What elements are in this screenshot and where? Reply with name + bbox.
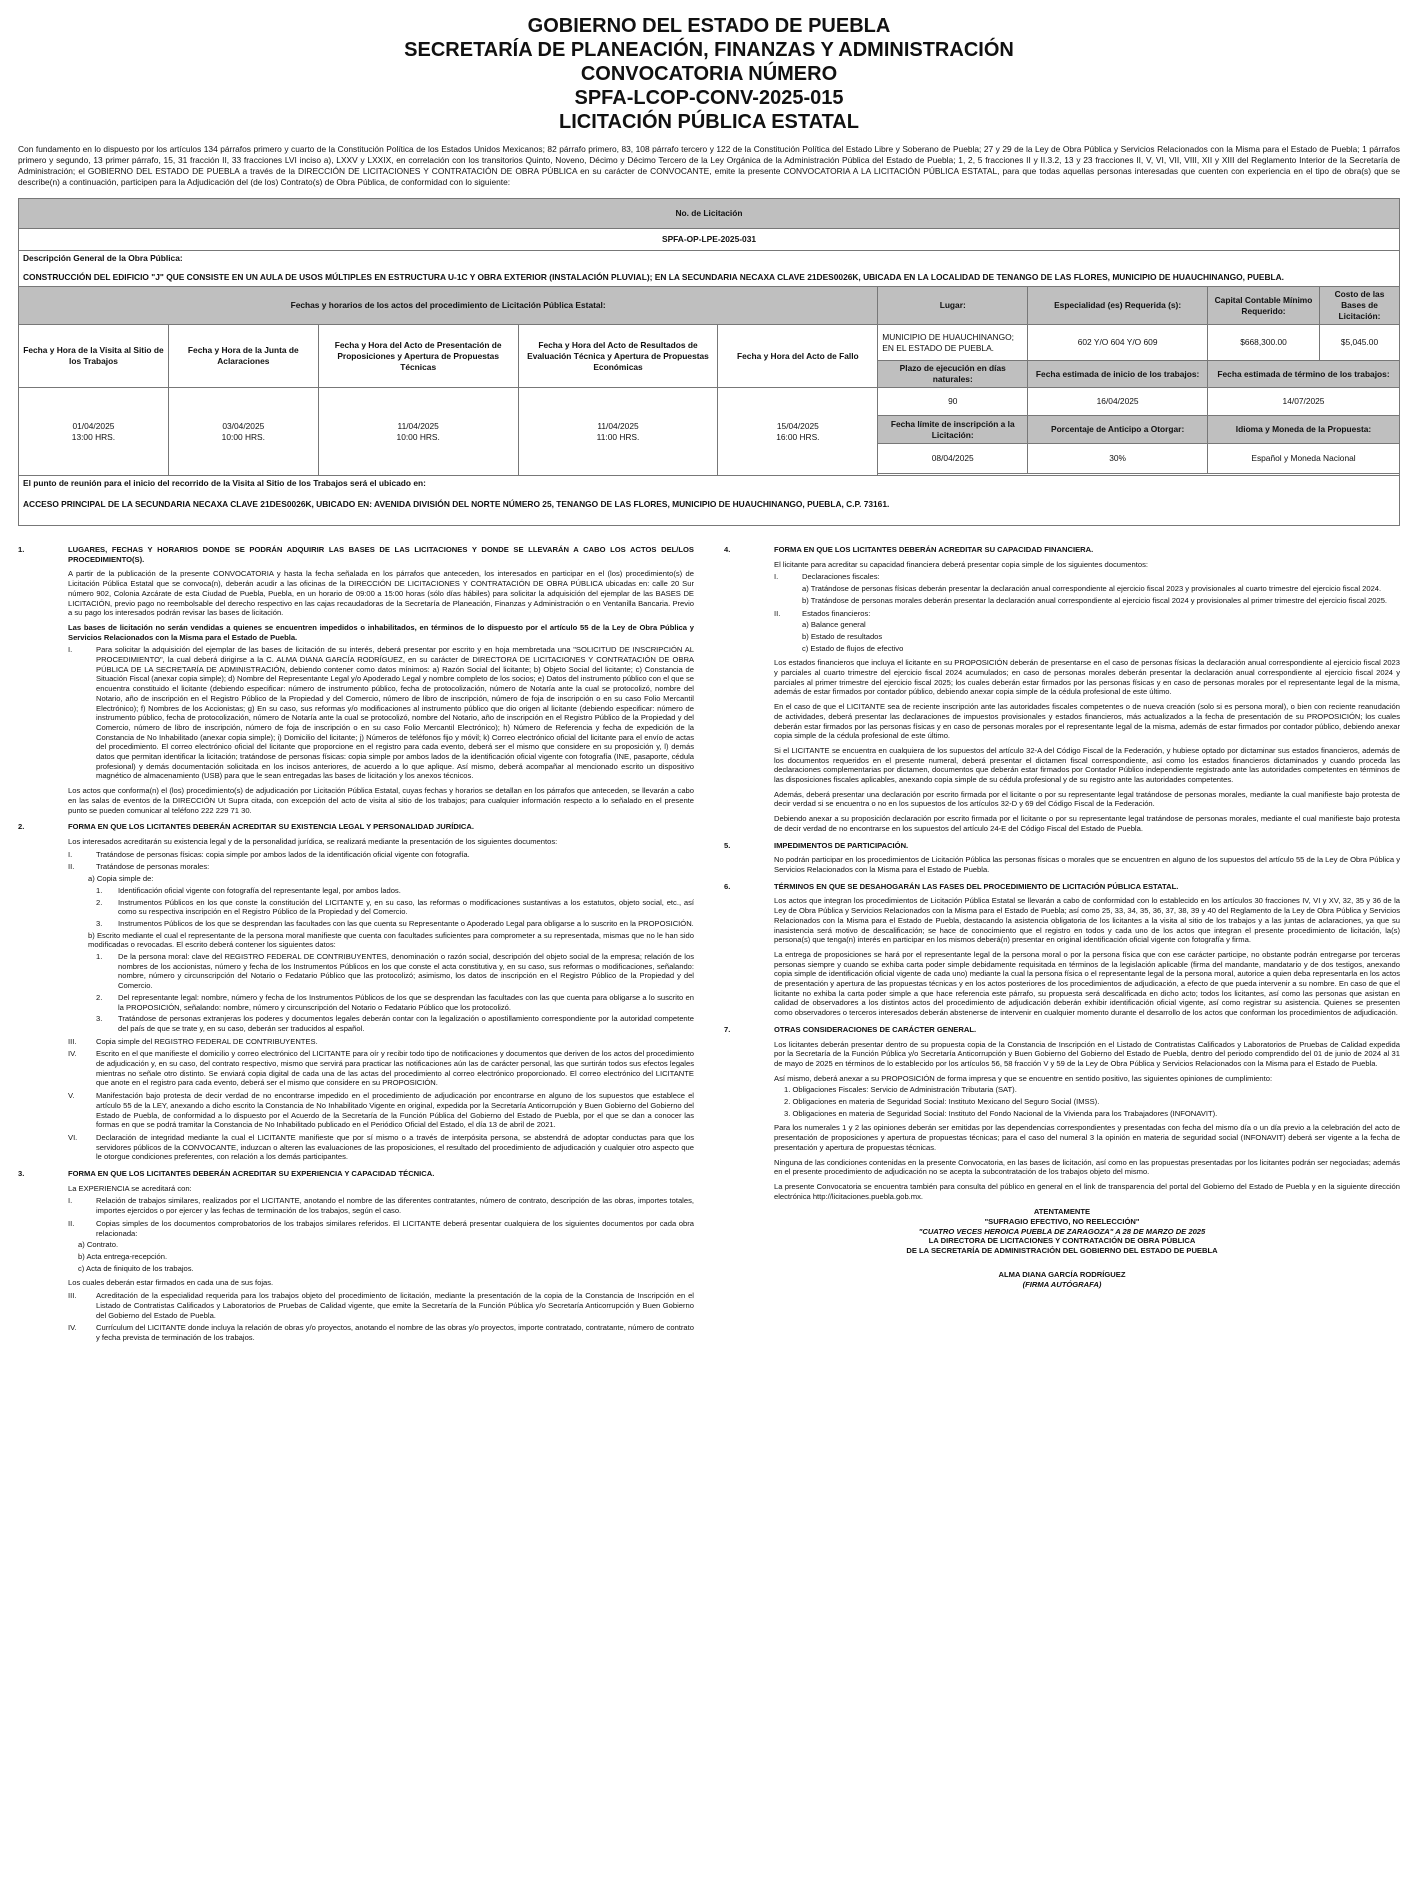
section-2-subitem: 2. Del representante legal: nombre, número y fecha de los Instrumentos Públicos de los que se desprendan las facultades con las que cuenta para obligarse a lo suscrito en la PROPOSICIÓN, señalando: nombre, número y circunscripción del Notario o Fedatario Público que los protocolizó.	[96, 992, 694, 1012]
right-column	[724, 538, 1400, 1343]
section-2-subitem: a) Copia simple de:	[88, 874, 154, 884]
section-4-paragraph: Debiendo anexar a su proposición declaración por escrito firmada por el licitante o por su representante legal tratándose de personas morales, mediante el cual manifieste bajo protesta de decir verdad de no encontrarse en los supuestos del artículo 24-E del Código Fiscal del Estado de Puebla.	[774, 814, 1400, 833]
capital-value: $668,300.00	[1208, 325, 1320, 361]
section-7-paragraph: Los licitantes deberán presentar dentro de su propuesta copia de la Constancia de Inscripción en el Listado de Contratistas Calificados y Laboratorios de Pruebas de Calidad expedida por la Secretaría de la Función Pública y/o Secretaría Anticorrupción y Buen Gobierno del Gobierno del Estado de Puebla, dentro del periodo comprendido del 01 de junio de 2024 al 31 de mayo de 2025 en términos de lo establecido por los artículos 56, 58 fracción V y 59 de la Ley de Obra Pública y Servicios Relacionados con la Misma para el Estado de Puebla.	[774, 1039, 1400, 1068]
header-secretariat: SECRETARÍA DE PLANEACIÓN, FINANZAS Y ADMINISTRACIÓN	[404, 39, 1014, 61]
licitacion-table	[18, 198, 1400, 526]
anticipo-value: 30%	[1028, 444, 1208, 474]
section-3-title: 3. FORMA EN QUE LOS LICITANTES DEBERÁN ACREDITAR SU EXPERIENCIA Y CAPACIDAD TÉCNICA.	[18, 1169, 435, 1179]
section-4-paragraph: Si el LICITANTE se encuentra en cualquiera de los supuestos del artículo 32-A del Código Fiscal de la Federación, y hubiese optado por dictaminar sus estados financieros, además de los documentos requeridos en el presente numeral, deberá presentar el dictamen fiscal correspondiente, así como los estados financieros dictaminados y cuando proceda las declaraciones complementarias por dictamen, documentos que deberán estar firmados por Contador Público independiente registrado ante las autoridades competentes en términos de las disposiciones fiscales aplicables, anexando copia simple de su cédula profesional y de su registro ante las autoridades competentes.	[774, 745, 1400, 785]
section-4-paragraph: Además, deberá presentar una declaración por escrito firmada por el licitante o por su representante legal tratándose de personas morales, mediante la cual manifieste bajo protesta de decir verdad si se encuentra o no en los supuestos de los artículos 32-D y 69 del Código Fiscal de la Federación.	[774, 789, 1400, 809]
header-convocatoria: CONVOCATORIA NÚMERO	[580, 63, 838, 85]
visita-value: 01/04/2025 13:00 HRS.	[19, 388, 169, 476]
signature-place-date: "CUATRO VECES HEROICA PUEBLA DE ZARAGOZA" A 28 DE MARZO DE 2025	[918, 1226, 1206, 1236]
descripcion-obra	[19, 251, 1400, 287]
section-4-subitem: c) Estado de flujos de efectivo	[802, 643, 904, 653]
section-6-paragraph: La entrega de proposiciones se hará por el representante legal de la persona moral o por la persona física que con ese carácter participe, no obstante podrán entregarse por terceras personas siempre y cuando se exhiba carta poder simple debidamente requisitada en términos de la legislación aplicable (firma del mandante, mandatario y de dos testigos, anexando copia simple de identificación oficial vigente de cada uno) mediante la cual la persona física o el representante legal de la persona moral, autorice a quien deba representarla en los actos de presentación y apertura de las propuestas técnicas y en los actos posteriores de los procedimientos de adjudicación, a efecto de que pueda intervenir a su nombre. En caso de que el licitante no exhiba la carta poder simple a que hace referencia este párrafo, su propuesta será descalificada en dicho acto; todos los licitantes, así como las personas que asistan en calidad de observadores a los distintos actos del procedimiento de adjudicación deberán exhibir identificación oficial vigente, así como registrar su asistencia. Quienes se presenten como observadores o terceros interesados deberán abstenerse de intervenir en cualquier momento durante el desarrollo de los actos que conforman los procedimientos de adjudicación.	[774, 949, 1400, 1018]
section-4-subitem: a) Tratándose de personas físicas deberán presentar la declaración anual correspondiente al ejercicio fiscal 2023 y provisionales al cuarto trimestre del ejercicio fiscal 2024.	[802, 584, 1382, 594]
punto-reunion	[19, 476, 1400, 526]
signature-note: (FIRMA AUTÓGRAFA)	[1022, 1279, 1102, 1289]
section-2-subitem: 3. Instrumentos Públicos de los que se desprendan las facultades con las que cuenta su Representante o Apoderado Legal para obligarse a lo suscrito en la PROPOSICIÓN.	[96, 918, 694, 928]
signature-block	[724, 1207, 1400, 1289]
section-7-paragraph: La presente Convocatoria se encuentra también para consulta del público en general en el link de transparencia del portal del Gobierno del Estado de Puebla y en la siguiente dirección electrónica http://licitaciones.puebla.gob.mx.	[774, 1181, 1400, 1201]
section-2-subitem: 3. Tratándose de personas extranjeras los poderes y documentos legales deberán contar con la legalización o apostillamiento correspondiente por la autoridad competente del país de que se trate y, en su caso, deberán ser traducidos al español.	[96, 1014, 694, 1033]
section-1-paragraph: A partir de la publicación de la presente CONVOCATORIA y hasta la fecha señalada en los párrafos que anteceden, los interesados en participar en el (los) procedimiento(s) de Licitación Pública Estatal que se convoca(n), deberán acudir a las oficinas de la DIRECCIÓN DE LICITACIONES Y CONTRATACIÓN DE OBRA PÚBLICA ubicadas en: calle 20 Sur número 902, Colonia Azcárate de esta Ciudad de Puebla, Puebla, en un horario de 09:00 a 15:00 horas (sólo días hábiles) para solicitar la adquisición del ejemplar de las BASES DE LICITACIÓN, previo pago no reembolsable del derecho respectivo en las cajas recaudadoras de la Secretaría de Planeación, Finanzas y Administración o en Ventanilla Bancaria. Previo a su pago los interesados podrán revisar las bases de licitación.	[68, 569, 694, 618]
section-3-item: IV. Currículum del LICITANTE donde incluya la relación de obras y/o proyectos, anotando el nombre de las obras y/o proyectos, importe contratado, contratante, número de contrato y fecha prevista de terminación de los trabajos.	[68, 1323, 694, 1342]
section-6-title: 6. TÉRMINOS EN QUE SE DESAHOGARÁN LAS FASES DEL PROCEDIMIENTO DE LICITACIÓN PÚBLICA ESTATAL.	[724, 881, 1179, 891]
junta-value: 03/04/2025 10:00 HRS.	[168, 388, 318, 476]
idioma-value: Español y Moneda Nacional	[1208, 444, 1400, 474]
limite-label: Fecha límite de inscripción a la Licitación:	[878, 416, 1028, 444]
section-2-paragraph: Los interesados acreditarán su existencia legal y de la personalidad jurídica, se realizará mediante la presentación de los siguientes documentos:	[68, 836, 558, 846]
section-1-paragraph: Los actos que conforma(n) el (los) procedimiento(s) de adjudicación por Licitación Pública Estatal, cuyas fechas y horarios se detallan en los párrafos que anteceden, se llevarán a cabo en las salas de eventos de la DIRECCIÓN Ut Supra citada, con excepción del acto de visita al sitio de los trabajos; para cualquier información respecto a lo señalado en el presente punto se pueden comunicar al teléfono 222 229 71 30.	[68, 786, 694, 815]
section-2-title: 2. FORMA EN QUE LOS LICITANTES DEBERÁN ACREDITAR SU EXISTENCIA LEGAL Y PERSONALIDAD JURÍDICA.	[18, 822, 475, 832]
section-6-paragraph: Los actos que integran los procedimientos de Licitación Pública Estatal se llevarán a cabo de conformidad con lo establecido en los artículos 30 fracciones IV, VI y XV, 32, 35 y 36 de la Ley de Obra Pública y Servicios Relacionados con la Misma para el Estado de Puebla; así como 25, 33, 34, 35, 36, 37, 38, 39 y 40 del Reglamento de la Ley de Obra Pública y Servicios Relacionados con la Misma para el Estado de Puebla, destacando la asistencia obligatoria de los licitantes a la visita al sitio de los trabajos y a las juntas de aclaraciones, ya que su inasistencia será motivo de descalificación; se hace de conocimiento que el registro en todos y cada uno de los actos que integran el presente procedimiento de licitación, la(s) persona(s) que tenga(n) interés en participar en los mismos deberá(n) presentar en original identificación oficial vigente con fotografía y firma.	[774, 896, 1400, 945]
no-licitacion-label: No. de Licitación	[19, 199, 1400, 229]
signature-title: LA DIRECTORA DE LICITACIONES Y CONTRATACIÓN DE OBRA PÚBLICA	[928, 1236, 1196, 1246]
termino-value: 14/07/2025	[1208, 388, 1400, 416]
signature-name: ALMA DIANA GARCÍA RODRÍGUEZ	[998, 1269, 1126, 1279]
section-5-paragraph: No podrán participar en los procedimientos de Licitación Pública las personas físicas o morales que se encuentren en alguno de los supuestos del artículo 55 de la Ley de Obra Pública y Servicios Relacionados con la Misma para el Estado de Puebla.	[774, 855, 1400, 874]
fechas-label: Fechas y horarios de los actos del procedimiento de Licitación Pública Estatal:	[19, 287, 878, 325]
section-4-subitem: b) Tratándose de personas morales deberán presentar la declaración anual correspondiente al ejercicio fiscal 2024 y provisionales al primer trimestre del ejercicio fiscal 2025.	[802, 595, 1388, 605]
plazo-label: Plazo de ejecución en días naturales:	[878, 361, 1028, 388]
section-4-paragraph: El licitante para acreditar su capacidad financiera deberá presentar copia simple de los siguientes documentos:	[774, 559, 1148, 569]
section-1-title: 1. LUGARES, FECHAS Y HORARIOS DONDE SE PODRÁN ADQUIRIR LAS BASES DE LAS LICITACIONES Y DONDE SE LLEVARÁN A CABO LOS ACTOS DEL/LOS PROCEDIMIENTO(S).	[18, 545, 694, 564]
no-licitacion-value: SPFA-OP-LPE-2025-031	[19, 229, 1400, 251]
section-3-item: III. Acreditación de la especialidad requerida para los trabajos objeto del procedimiento de licitación, mediante la presentación de la copia de la Constancia de Inscripción en el Listado de Contratistas Calificados y Laboratorios de Pruebas de Calidad vigente, que emite la Secretaría de la Función Pública y/o Secretaría Anticorrupción y Buen Gobierno del Gobierno del Estado de Puebla.	[68, 1291, 694, 1320]
plazo-value: 90	[878, 388, 1028, 416]
presentacion-header: Fecha y Hora del Acto de Presentación de Proposiciones y Apertura de Propuestas Técnicas	[318, 325, 518, 388]
lugar-value: MUNICIPIO DE HUAUCHINANGO; EN EL ESTADO DE PUEBLA.	[878, 325, 1028, 361]
section-7-paragraph: Ninguna de las condiciones contenidas en la presente Convocatoria, en las bases de licitación, así como en las propuestas presentadas por los licitantes podrán ser negociadas; además en el presente procedimiento de adjudicación no se acepta la subcontratación de los trabajos objeto del mismo.	[774, 1157, 1400, 1177]
section-4-paragraph: Los estados financieros que incluya el licitante en su PROPOSICIÓN deberán de presentarse en el caso de personas físicas la declaración anual correspondiente al ejercicio fiscal 2023 y parciales al cuarto trimestre del ejercicio fiscal 2024 acumulados; en caso de personas morales deberán presentar la declaración anual correspondiente al ejercicio fiscal 2024 y parciales al primer trimestre del ejercicio fiscal 2025; los cuales deberán estar firmados por las personas físicas y en caso de personas morales por el representante legal de la misma, además de estar firmados por contador público, debiendo anexar copia simple de la cédula profesional de este último.	[774, 658, 1400, 697]
resultados-value: 11/04/2025 11:00 HRS.	[518, 388, 718, 476]
limite-value: 08/04/2025	[878, 444, 1028, 474]
inicio-value: 16/04/2025	[1028, 388, 1208, 416]
section-3-item: I. Relación de trabajos similares, realizados por el LICITANTE, anotando el nombre de las diferentes contratantes, número de contrato, descripción de las obras, importes totales, importes ejercidos o por ejercer y las fechas de terminación de los trabajos, según el caso.	[68, 1196, 694, 1216]
reunion-value: ACCESO PRINCIPAL DE LA SECUNDARIA NECAXA CLAVE 21DES0026K, UBICADO EN: AVENIDA DIVISIÓN DEL NORTE NÚMERO 25, TENANGO DE LAS FLORES, MUNICIPIO DE HUAUCHINANGO, PUEBLA, C.P. 73161.	[23, 499, 890, 509]
left-column	[18, 538, 694, 1343]
section-7-list-item: 3. Obligaciones en materia de Seguridad Social: Instituto del Fondo Nacional de la Vivienda para los Trabajadores (INFONAVIT).	[784, 1108, 1218, 1118]
section-7-list-item: 1. Obligaciones Fiscales: Servicio de Administración Tributaria (SAT).	[784, 1085, 1017, 1095]
lugar-label: Lugar:	[878, 287, 1028, 325]
section-7-list-item: 2. Obligaciones en materia de Seguridad Social: Instituto Mexicano del Seguro Social (IMSS).	[784, 1097, 1100, 1107]
header-government: GOBIERNO DEL ESTADO DE PUEBLA	[527, 15, 891, 37]
resultados-header: Fecha y Hora del Acto de Resultados de Evaluación Técnica y Apertura de Propuestas Económicas	[518, 325, 718, 388]
fallo-value: 15/04/2025 16:00 HRS.	[718, 388, 878, 476]
section-1-item: I. Para solicitar la adquisición del ejemplar de las bases de licitación de su interés, deberá presentar por escrito y en hoja membretada una "SOLICITUD DE INSCRIPCIÓN AL PROCEDIMIENTO", la cual deberá dirigirse a la C. ALMA DIANA GARCÍA RODRÍGUEZ, en su carácter de DIRECTORA DE LICITACIONES Y CONTRATACIÓN DE OBRA PÚBLICA DE LA SECRETARÍA DE ADMINISTRACIÓN, debiendo contener como datos mínimos: a) Razón Social del licitante; b) Objeto Social del licitante; c) Constancia de Situación Fiscal (anexar copia simple); d) Nombre del Representante Legal y/o Apoderado Legal y nombre completo de los socios; e) Datos del instrumento público con el que se encuentra constituido el licitante (debiendo especificar: número de instrumento público, fecha de protocolización, número de Notaría ante la cual se protocolizó, nombre del Notario, año de inscripción en el Registro Público de la Propiedad y del Comercio, número de libro de inscripción, número de foja de inscripción o en su caso Folio Mercantil Electrónico); f) Nombres de los Accionistas; g) En su caso, sus reformas y/o modificaciones al instrumento público que dio origen al licitante (debiendo especificar: número de instrumento público, fecha de protocolización, número de Notaría ante la cual se protocolizó, nombre del Notario, año de inscripción en el Registro Público de la Propiedad y del Comercio, número de libro de inscripción, número de foja de inscripción o en su caso Folio Mercantil Electrónico); h) Número de Referencia y fecha de expedición de la Constancia de No Inhabilitado (anexar copia simple); i) Domicilio del licitante; j) Números de teléfonos fijo y móvil; k) Correo electrónico oficial del licitante para el envío de actas del procedimiento. El correo electrónico oficial del licitante que proporcione en el registro para cada evento, deberá ser el mismo que considere en su proposición y, l) demás datos que permitan identificar la licitación; tratándose de personas físicas: copia simple por ambos lados de la identificación oficial vigente con fotografía (INE, pasaporte, cédula profesional) y demás documentación solicitada en los incisos anteriores, de acuerdo a lo que aplique. Así mismo, deberá acompañar al mencionado escrito un dispositivo magnético de almacenamiento (USB) para que le sean entregadas las bases de licitación y los anexos técnicos.	[68, 645, 694, 781]
costo-label: Costo de las Bases de Licitación:	[1319, 287, 1399, 325]
visita-header: Fecha y Hora de la Visita al Sitio de los Trabajos	[19, 325, 169, 388]
especialidad-label: Especialidad (es) Requerida (s):	[1028, 287, 1208, 325]
section-2-item: V. Manifestación bajo protesta de decir verdad de no encontrarse impedido en el procedimiento de adjudicación por encontrarse en alguno de los supuestos que establece el artículo 55 de la LEY, anexando a dicho escrito la Constancia de No Inhabilitado Vigente en original, expedida por la Secretaría Anticorrupción y Buen Gobierno del Gobierno del Estado de Puebla, de conformidad a lo dispuesto por el Acuerdo de la Secretaría de la Función Pública del Gobierno del Estado de Puebla, por el que se dan a conocer las formas en que se podrá tramitar la Constancia de No Inhabilitado publicado en el Periódico Oficial del Estado, el día 13 de abril de 2021.	[68, 1091, 694, 1130]
section-4-paragraph: En el caso de que el LICITANTE sea de reciente inscripción ante las autoridades fiscales competentes o de nueva creación (solo si es persona moral), o bien con reciente reanudación de actividades, deberá presentar las declaraciones de impuestos provisionales y estados financieros, más actualizados a la fecha de presentación de su PROPOSICIÓN; los cuales deberán estar firmados por las personas físicas y en caso de personas morales por el representante legal de la misma, además de estar firmados por contador público, debiendo anexar copia simple de la cédula profesional de este último.	[774, 702, 1400, 741]
reunion-label: El punto de reunión para el inicio del recorrido de la Visita al Sitio de los Trabajos será el ubicado en:	[23, 478, 426, 488]
section-2-item: II. Tratándose de personas morales:	[68, 862, 210, 872]
especialidad-value: 602 Y/O 604 Y/O 609	[1028, 325, 1208, 361]
section-2-subitem: 1. Identificación oficial vigente con fotografía del representante legal, por ambos lados.	[96, 885, 401, 895]
section-7-paragraph: Para los numerales 1 y 2 las opiniones deberán ser emitidas por las dependencias correspondientes y presentadas con fecha del mismo día o un día previo a la celebración del acto de presentación de proposiciones y apertura de propuestas técnicas; para el caso del numeral 3 la opinión en materia de seguridad social (INFONAVIT) deberá ser vigente a la fecha de presentación y apertura de propuestas técnicas.	[774, 1123, 1400, 1152]
header-number: SPFA-LCOP-CONV-2025-015	[574, 87, 844, 109]
section-4-item: II. Estados financieros:	[774, 608, 871, 618]
section-3-item: II. Copias simples de los documentos comprobatorios de los trabajos similares referidos. El LICITANTE deberá presentar cualquiera de los siguientes documentos por cada obra relacionada:	[68, 1218, 694, 1238]
signature-lema: "SUFRAGIO EFECTIVO, NO REELECCIÓN"	[984, 1217, 1140, 1227]
section-4-title: 4. FORMA EN QUE LOS LICITANTES DEBERÁN ACREDITAR SU CAPACIDAD FINANCIERA.	[724, 545, 1094, 554]
idioma-label: Idioma y Moneda de la Propuesta:	[1208, 416, 1400, 444]
fallo-header: Fecha y Hora del Acto de Fallo	[718, 325, 878, 388]
section-2-subitem: b) Escrito mediante el cual el representante de la persona moral manifieste que cuenta con facultades suficientes para comprometer a su representada, mismas que no le han sido modificadas o revocadas. El escrito deberá contener los siguientes datos:	[88, 930, 694, 950]
junta-header: Fecha y Hora de la Junta de Aclaraciones	[168, 325, 318, 388]
anticipo-label: Porcentaje de Anticipo a Otorgar:	[1028, 416, 1208, 444]
section-2-item: IV. Escrito en el que manifieste el domicilio y correo electrónico del LICITANTE para oír y recibir todo tipo de notificaciones y documentos que deriven de los actos del procedimiento de adjudicación y, en su caso, del contrato respectivo, mismo que servirá para practicar las notificaciones aún las de carácter personal, las que surtirán todos sus efectos legales mientras no señale otro distinto. Se enviará copia digital de cada una de las actas del procedimiento al correo electrónico proporcionado. El correo electrónico del LICITANTE que anote en el registro para cada evento, deberá ser el mismo que considere en su PROPOSICIÓN.	[68, 1049, 694, 1088]
section-4-item: I. Declaraciones fiscales:	[774, 572, 880, 582]
section-4-subitem: a) Balance general	[802, 620, 866, 630]
header-type: LICITACIÓN PÚBLICA ESTATAL	[559, 111, 859, 133]
section-2-item: I. Tratándose de personas físicas: copia simple por ambos lados de la identificación oficial vigente con fotografía.	[68, 849, 470, 859]
body-columns	[18, 538, 1400, 1343]
inicio-label: Fecha estimada de inicio de los trabajos:	[1028, 361, 1208, 388]
section-7-title: 7. OTRAS CONSIDERACIONES DE CARÁCTER GENERAL.	[724, 1024, 977, 1034]
presentacion-value: 11/04/2025 10:00 HRS.	[318, 388, 518, 476]
document-header	[18, 14, 1400, 134]
section-3-subitem: c) Acta de finiquito de los trabajos.	[78, 1263, 194, 1273]
section-3-paragraph: Los cuales deberán estar firmados en cada una de sus fojas.	[68, 1278, 274, 1288]
section-3-subitem: a) Contrato.	[78, 1240, 119, 1250]
section-3-subitem: b) Acta entrega-recepción.	[78, 1252, 168, 1261]
section-2-item: VI. Declaración de integridad mediante la cual el LICITANTE manifieste que por sí mismo o a través de interpósita persona, se abstendrá de adoptar conductas para que los servidores públicos de la CONVOCANTE, induzcan o alteren las evaluaciones de las proposiciones, el resultado del procedimiento de adjudicación y cualquier otro aspecto que le otorgue condiciones preferentes, con relación a los demás participantes.	[68, 1132, 694, 1162]
termino-label: Fecha estimada de término de los trabajos:	[1208, 361, 1400, 388]
section-2-subitem: 2. Instrumentos Públicos en los que conste la constitución del LICITANTE y, en su caso, las reformas o modificaciones sustantivas a los estatutos, objeto social, etc., así como su respectiva inscripción en el Registro Público de la Propiedad y del Comercio.	[96, 897, 694, 917]
section-2-item: III. Copia simple del REGISTRO FEDERAL DE CONTRIBUYENTES.	[68, 1036, 318, 1046]
signature-dependency: DE LA SECRETARÍA DE ADMINISTRACIÓN DEL GOBIERNO DEL ESTADO DE PUEBLA	[906, 1246, 1218, 1256]
section-5-title: 5. IMPEDIMENTOS DE PARTICIPACIÓN.	[724, 840, 909, 850]
costo-value: $5,045.00	[1319, 325, 1399, 361]
section-3-paragraph: La EXPERIENCIA se acreditará con:	[68, 1183, 192, 1193]
descripcion-value: CONSTRUCCIÓN DEL EDIFICIO "J" QUE CONSISTE EN UN AULA DE USOS MÚLTIPLES EN ESTRUCTURA U-1C Y OBRA EXTERIOR (INSTALACIÓN PLUVIAL); EN LA SECUNDARIA NECAXA CLAVE 21DES0026K, UBICADA EN LA LOCALIDAD DE TENANGO DE LAS FLORES, MUNICIPIO DE HUAUCHINANGO, PUEBLA.	[23, 272, 1285, 282]
descripcion-label: Descripción General de la Obra Pública:	[23, 253, 183, 263]
section-4-subitem: b) Estado de resultados	[802, 631, 883, 641]
section-2-subitem: 1. De la persona moral: clave del REGISTRO FEDERAL DE CONTRIBUYENTES, denominación o razón social, descripción del objeto social de la empresa; relación de los nombres de los accionistas, número y fecha de los Instrumentos Públicos en los que conste el acta constitutiva y, en su caso, sus reformas o modificaciones, señalando: nombre, número y circunscripción del Notario o Fedatario Público que las protocolizó; asimismo, los datos de inscripción en el Registro Público de la Propiedad y del Comercio.	[96, 952, 694, 991]
intro-paragraph: Con fundamento en lo dispuesto por los artículos 134 párrafos primero y cuarto de la Constitución Política de los Estados Unidos Mexicanos; 82 párrafo primero, 83, 108 párrafo tercero y 122 de la Constitución Política del Estado Libre y Soberano de Puebla; 27 y 29 de la Ley de Obra Pública y Servicios Relacionados con la Misma para el Estado de Puebla; 1 párrafos primero y segundo, 13 primer párrafo, 15, 31 fracción II, 33 fracciones LVI inciso a), LXXV y LXXIX, en correlación con los transitorios Quinto, Noveno, Décimo y Décimo Tercero de la Ley Orgánica de la Administración Pública del Estado de Puebla; 1, 2, 5 fracciones II y II.3.2, 13 y 23 fracciones II, V, VI, VII, VIII, XII y XIII del Reglamento Interior de la Secretaría de Administración; el GOBIERNO DEL ESTADO DE PUEBLA a través de la DIRECCIÓN DE LICITACIONES Y CONTRATACIÓN DE OBRA PÚBLICA en su carácter de CONVOCANTE, emite la presente CONVOCATORIA A LA LICITACIÓN PÚBLICA ESTATAL, para que todas aquellas personas interesadas que cuenten con experiencia en el tipo de obra(s) que se describe(n) a continuación, participen para la Adjudicación del (de los) Contrato(s) de Obra Pública, de conformidad con lo siguiente:	[18, 144, 1400, 187]
signature-atentamente: ATENTAMENTE	[1033, 1207, 1091, 1217]
section-1-paragraph: Las bases de licitación no serán vendidas a quienes se encuentren impedidos o inhabilitados, en términos de lo dispuesto por el artículo 55 de la Ley de Obra Pública y Servicios Relacionados con la Misma para el Estado de Puebla.	[68, 622, 694, 642]
capital-label: Capital Contable Mínimo Requerido:	[1208, 287, 1320, 325]
section-7-paragraph: Así mismo, deberá anexar a su PROPOSICIÓN de forma impresa y que se encuentre en sentido positivo, las siguientes opiniones de cumplimiento:	[774, 1073, 1273, 1083]
